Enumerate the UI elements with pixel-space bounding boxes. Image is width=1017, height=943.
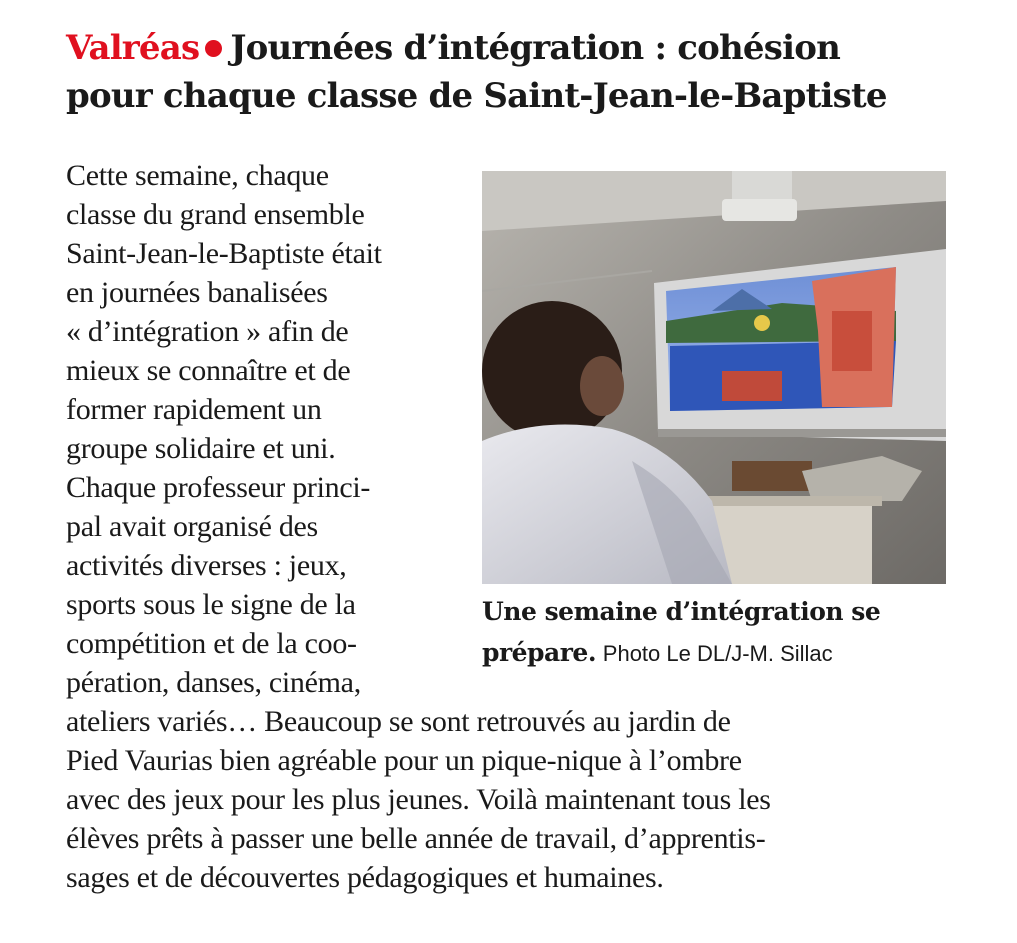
body-line: compétition et de la coo- (66, 627, 357, 660)
article-photo (482, 171, 946, 584)
body-line: pération, danses, cinéma, (66, 666, 361, 699)
caption-bold-line-2: prépare. (482, 638, 597, 667)
body-line: « d’intégration » afin de (66, 315, 349, 348)
body-line: élèves prêts à passer une belle année de travail, d’apprentis- (66, 822, 766, 855)
body-line: Saint-Jean-le-Baptiste était (66, 237, 382, 270)
article-headline (66, 24, 996, 120)
photo-caption (482, 592, 962, 674)
classroom-projection-photo (482, 171, 946, 584)
location-label: Valréas (66, 28, 200, 68)
body-line: groupe solidaire et uni. (66, 432, 336, 465)
red-bullet-icon (205, 40, 222, 57)
body-line: classe du grand ensemble (66, 198, 365, 231)
body-line: avec des jeux pour les plus jeunes. Voilà maintenant tous les (66, 783, 771, 816)
caption-bold-line-1: Une semaine d’intégration se (482, 597, 881, 626)
body-line: en journées banalisées (66, 276, 328, 309)
body-line: ateliers variés… Beaucoup se sont retrouvés au jardin de (66, 705, 731, 738)
body-line: Chaque professeur princi- (66, 471, 371, 504)
headline-line-2: pour chaque classe de Saint-Jean-le-Baptiste (66, 76, 887, 116)
body-line: Cette semaine, chaque (66, 159, 329, 192)
headline-line-1: Journées d’intégration : cohésion (230, 28, 841, 68)
body-line: activités diverses : jeux, (66, 549, 347, 582)
body-line: former rapidement un (66, 393, 322, 426)
body-line: sages et de découvertes pédagogiques et humaines. (66, 861, 664, 894)
body-line: sports sous le signe de la (66, 588, 356, 621)
body-line: pal avait organisé des (66, 510, 318, 543)
photo-credit: Photo Le DL/J-M. Sillac (602, 641, 833, 666)
body-line: Pied Vaurias bien agréable pour un pique-nique à l’ombre (66, 744, 742, 777)
body-line: mieux se connaître et de (66, 354, 351, 387)
